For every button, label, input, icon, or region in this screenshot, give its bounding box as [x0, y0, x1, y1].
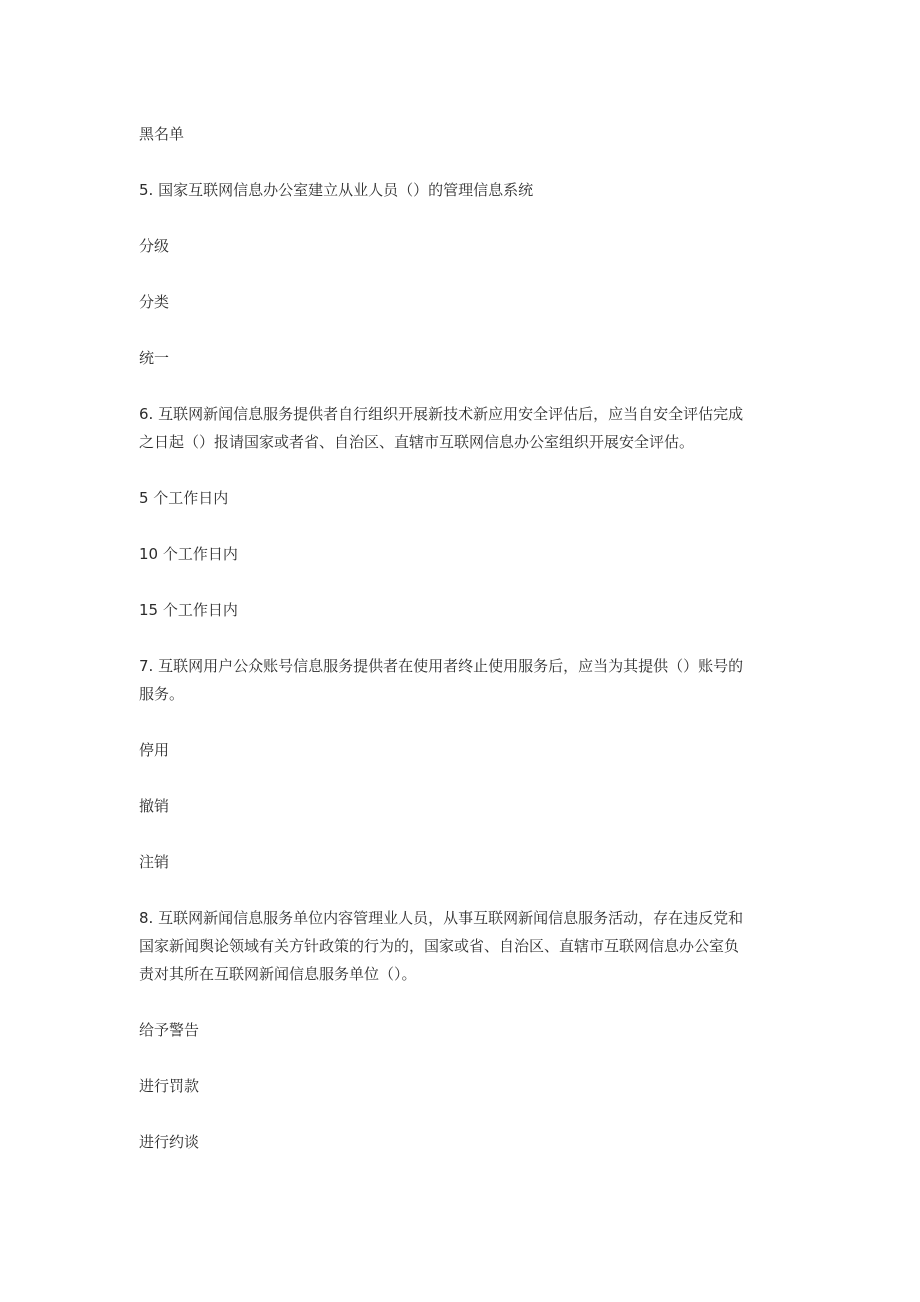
question-text-line: 7. 互联网用户公众账号信息服务提供者在使用者终止使用服务后，应当为其提供（）账号的 — [139, 657, 744, 675]
question-8 — [139, 904, 789, 988]
question-text-line: 之日起（）报请国家或者省、自治区、直辖市互联网信息办公室组织开展安全评估。 — [139, 433, 695, 451]
question-7 — [139, 652, 789, 708]
question-text-line: 8. 互联网新闻信息服务单位内容管理业人员，从事互联网新闻信息服务活动，存在违反党和 — [139, 909, 744, 927]
answer-option: 注销 — [139, 853, 170, 871]
answer-option: 停用 — [139, 741, 170, 759]
answer-option: 进行约谈 — [139, 1133, 200, 1151]
answer-option: 10 个工作日内 — [139, 545, 238, 563]
answer-option: 黑名单 — [139, 125, 185, 143]
question-5 — [139, 176, 789, 204]
answer-option: 撤销 — [139, 797, 170, 815]
question-text-line: 服务。 — [139, 685, 185, 703]
answer-option: 分类 — [139, 293, 170, 311]
question-6 — [139, 400, 789, 456]
answer-option: 统一 — [139, 349, 170, 367]
answer-option: 分级 — [139, 237, 170, 255]
answer-option: 15 个工作日内 — [139, 601, 238, 619]
answer-option: 5 个工作日内 — [139, 489, 229, 507]
question-text-line: 5. 国家互联网信息办公室建立从业人员（）的管理信息系统 — [139, 181, 534, 199]
document-page — [139, 120, 789, 1184]
answer-option: 给予警告 — [139, 1021, 200, 1039]
question-text-line: 国家新闻舆论领域有关方针政策的行为的，国家或省、自治区、直辖市互联网信息办公室负 — [139, 937, 740, 955]
question-text-line: 6. 互联网新闻信息服务提供者自行组织开展新技术新应用安全评估后，应当自安全评估完成 — [139, 405, 744, 423]
answer-option: 进行罚款 — [139, 1077, 200, 1095]
question-text-line: 责对其所在互联网新闻信息服务单位（）。 — [139, 965, 417, 983]
